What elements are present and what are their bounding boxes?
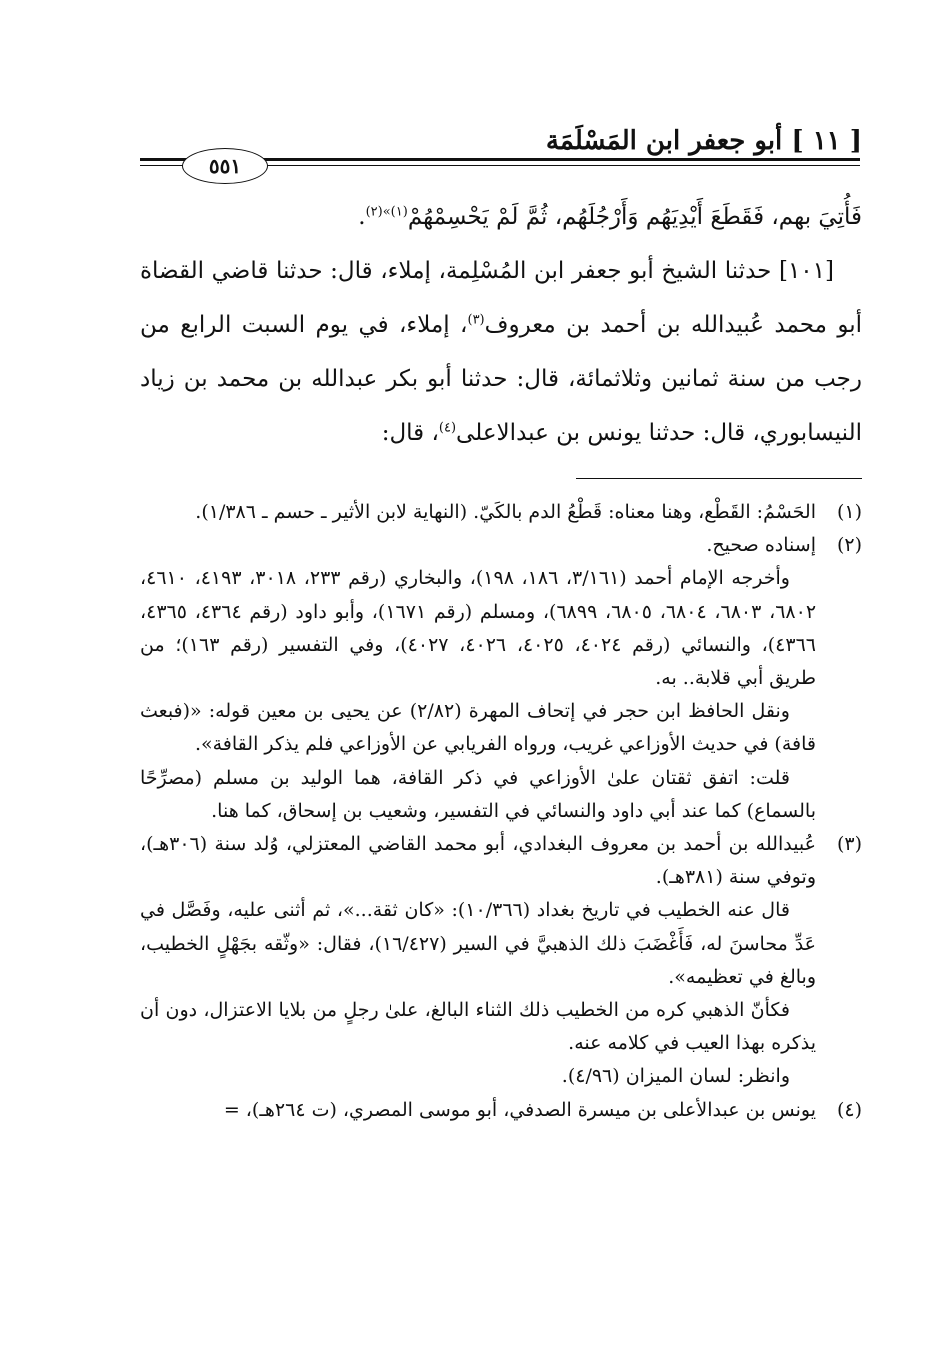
footnote-text: عُبيدالله بن أحمد بن معروف البغدادي، أبو محمد القاضي المعتزلي، وُلد سنة (٣٠٦هـ)، وتوفي سنة (٣٨١هـ). <box>140 833 816 889</box>
footnote-3 <box>140 828 862 894</box>
hadith-paragraph <box>140 244 862 460</box>
footnote-paragraph: وأخرجه الإمام أحمد (٣/١٦١، ١٨٦، ١٩٨)، والبخاري (رقم ٢٣٣، ٣٠١٨، ٤١٩٣، ٤٦١٠، ٦٨٠٢، ٦٨٠٣، ٦٨٠٤، ٦٨٠٥، ٦٨٩٩)، ومسلم (رقم ١٦٧١)، وأبو داود (رقم ٤٣٦٤، ٤٣٦٥، ٤٣٦٦)، والنسائي (رقم ٤٠٢٤، ٤٠٢٥، ٤٠٢٦، ٤٠٢٧)، وفي التفسير (رقم ١٦٣)؛ من طريق أبي قلابة.. به. <box>140 567 817 690</box>
footnote-separator <box>576 478 862 479</box>
footnote-ref-4: (٤) <box>438 420 457 436</box>
footnote-text: إسناده صحيح. <box>706 534 816 557</box>
continuation-end: . <box>358 204 366 230</box>
footnote-number: (٢) <box>836 534 862 557</box>
footnote-1 <box>140 496 862 529</box>
footnote-text: الحَسْمُ: القَطْع، وهنا معناه: قَطْعُ الدم بالكَيّ. (النهاية لابن الأثير ـ حسم ـ ١/٣٨٦). <box>195 501 816 523</box>
footnote-2 <box>140 529 862 562</box>
page-number: ٥٥١ <box>182 148 268 184</box>
paragraph-part-3: ، قال: <box>381 420 439 446</box>
footnote-4 <box>140 1094 862 1127</box>
running-title: [ ١١ ] أبو جعفر ابن المَسْلَمَة <box>545 126 862 156</box>
continuation-line <box>140 190 862 244</box>
footnote-paragraph: قلت: اتفق ثقتان علىٰ الأوزاعي في ذكر القافة، هما الوليد بن مسلم (مصرِّحًا بالسماع) كما عند أبي داود والنسائي في التفسير، وشعيب بن إسحاق، كما هنا. <box>140 766 816 822</box>
main-text <box>140 190 862 460</box>
paragraph-part-2: ، إملاء، في يوم السبت الرابع من رجب من سنة ثمانين وثلاثمائة، قال: حدثنا أبو بكر عبدالله بن محمد بن زياد النيسابوري، قال: حدثنا يونس بن عبدالاعلى <box>140 312 862 446</box>
footnote-3-details <box>140 894 862 1093</box>
footnote-paragraph: فكأنّ الذهبي كره من الخطيب ذلك الثناء البالغ، علىٰ رجلٍ من بلايا الاعتزال، دون أن يذكره بهذا العيب في كلامه عنه. <box>140 999 816 1055</box>
continuation-text: فَأُتِيَ بهم، فَقَطَعَ أَيْدِيَهُم وَأَرْجُلَهُم، ثُمَّ لَمْ يَحْسِمْهُمْ <box>407 204 862 230</box>
footnote-refs-1-2: (١)»(٢) <box>365 204 408 220</box>
footnote-paragraph: ونقل الحافظ ابن حجر في إتحاف المهرة (٢/٨٢) عن يحيى بن معين قوله: «(فبعث قافة) في حديث الأوزاعي غريب، ورواه الفريابي عن الأوزاعي فلم يذكر القافة». <box>140 700 816 756</box>
footnote-ref-3: (٣) <box>467 312 485 328</box>
footnote-number: (١) <box>836 501 862 523</box>
footnote-2-details <box>140 562 862 828</box>
footnote-paragraph: وانظر: لسان الميزان (٤/٩٦). <box>561 1065 790 1088</box>
footnote-paragraph: قال عنه الخطيب في تاريخ بغداد (١٠/٣٦٦): «كان ثقة...»، ثم أثنى عليه، وفَصَّل في عَدِّ محاسنَ له، فَأَغْضَبَ ذلك الذهبيَّ في السير (١٦/٤٢٧)، فقال: «وثّقه بجَهْلٍ الخطيب، وبالغ في تعظيمه». <box>140 899 817 988</box>
footnote-number: (٤) <box>836 1098 862 1121</box>
paragraph-part-1: [١٠١] حدثنا الشيخ أبو جعفر ابن المُسْلِمة، إملاء، قال: حدثنا قاضي القضاة أبو محمد عُبيدالله بن أحمد بن معروف <box>140 258 863 338</box>
footnotes <box>140 496 862 1127</box>
footnote-text: يونس بن عبدالأعلى بن ميسرة الصدفي، أبو موسى المصري، (ت ٢٦٤هـ)، = <box>223 1098 816 1121</box>
footnote-number: (٣) <box>836 833 862 856</box>
